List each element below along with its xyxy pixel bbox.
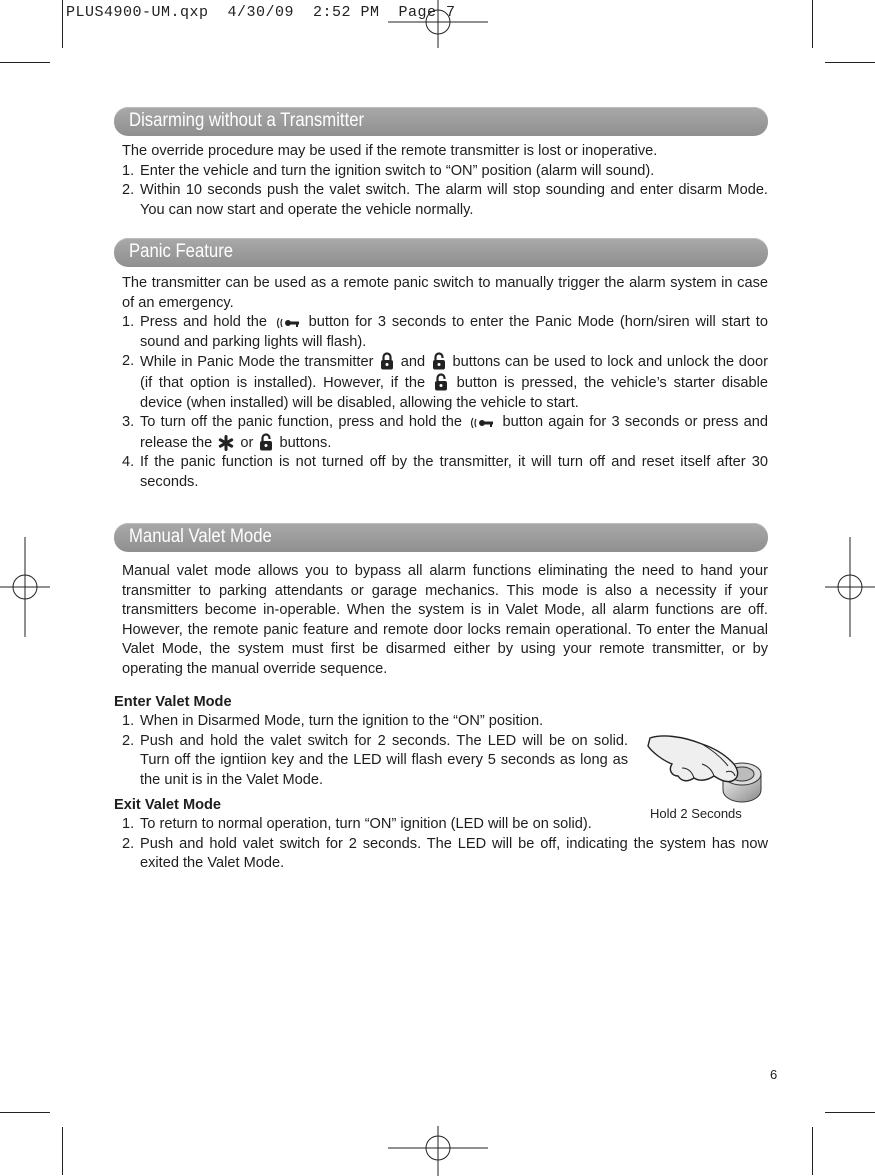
section-title: Disarming without a Transmitter [129, 110, 365, 131]
registration-mark-icon [0, 537, 50, 637]
registration-mark-icon [388, 0, 488, 48]
list-item: 4. If the panic function is not turned off by the transmitter, it will turn off and reset itself after 30 seconds. [122, 454, 768, 490]
list-item: 2. While in Panic Mode the transmitter and buttons can be used to lock and unlock the door (if that option is installed). However, if the button is pressed, the vehicle’s starter disable device (when installed) will be disabled, allowing the vehicle to start. [122, 353, 769, 411]
crop-mark [825, 1112, 875, 1113]
valet-body [114, 562, 768, 874]
registration-mark-icon [388, 1126, 488, 1176]
disarming-body [122, 142, 768, 220]
unlock-icon [432, 352, 446, 370]
list-item: 1. When in Disarmed Mode, turn the ignition to the “ON” position. [122, 713, 544, 730]
list-item: 1. Press and hold the button for 3 seconds to enter the Panic Mode (horn/siren will start to sound and parking lights will flash). [122, 314, 768, 350]
crop-mark [62, 1127, 63, 1175]
list-item: 3. To turn off the panic function, press and hold the button again for 3 seconds or press and release the or buttons. [122, 414, 768, 451]
crop-mark [0, 62, 50, 63]
crop-mark [812, 0, 813, 48]
section-title: Panic Feature [129, 241, 234, 262]
section-header-disarming [114, 107, 768, 136]
section-header-panic [114, 238, 768, 267]
file-slug: PLUS4900-UM.qxp 4/30/09 2:52 PM Page 7 [66, 4, 456, 21]
valet-intro: Manual valet mode allows you to bypass all alarm functions eliminating the need to hand your transmitter to parking attendants or garage mechanics. This mode is also a necessity if your transmitters become in-operable. When the system is in Valet Mode, all alarm functions are off. However, the remote panic feature and remote door locks remain operational. To enter the Manual Valet Mode, the system must first be disarmed either by using your remote transmitter, or by operating the manual override sequence. [122, 563, 768, 677]
figure-caption: Hold 2 Seconds [650, 806, 742, 821]
section-title: Manual Valet Mode [129, 526, 272, 547]
panic-icon [469, 416, 495, 430]
panic-intro: The transmitter can be used as a remote panic switch to manually trigger the alarm system in case of an emergency. [122, 275, 768, 311]
hand-press-illustration [642, 732, 767, 807]
crop-mark [812, 1127, 813, 1175]
lock-icon [380, 352, 394, 370]
exit-valet-heading: Exit Valet Mode [114, 796, 222, 813]
list-item: 2. Push and hold the valet switch for 2 seconds. The LED will be on solid. Turn off the igntiion key and the LED will flash every 5 seconds as long as the unit is in the Valet Mode. [122, 732, 628, 788]
crop-mark [0, 1112, 50, 1113]
crop-mark [825, 62, 875, 63]
unlock-icon [259, 433, 273, 451]
section-header-valet [114, 523, 768, 552]
enter-valet-heading: Enter Valet Mode [114, 693, 232, 710]
crop-mark [62, 0, 63, 48]
registration-mark-icon [825, 537, 875, 637]
panic-body [122, 274, 768, 493]
list-item: 2. Push and hold valet switch for 2 seconds. The LED will be off, indicating the system has now exited the Valet Mode. [122, 835, 768, 872]
disarming-intro: The override procedure may be used if the remote transmitter is lost or inoperative. [122, 143, 658, 159]
list-item: 2. Within 10 seconds push the valet switch. The alarm will stop sounding and enter disarm Mode. You can now start and operate the vehicle normally. [122, 182, 768, 218]
unlock-icon [434, 373, 448, 391]
list-item: 1. To return to normal operation, turn “ON” ignition (LED will be on solid). [122, 816, 592, 833]
panic-icon [275, 316, 301, 330]
list-item: 1. Enter the vehicle and turn the ignition switch to “ON” position (alarm will sound). [122, 162, 655, 179]
star-icon [218, 435, 234, 451]
page-number: 6 [770, 1067, 778, 1082]
